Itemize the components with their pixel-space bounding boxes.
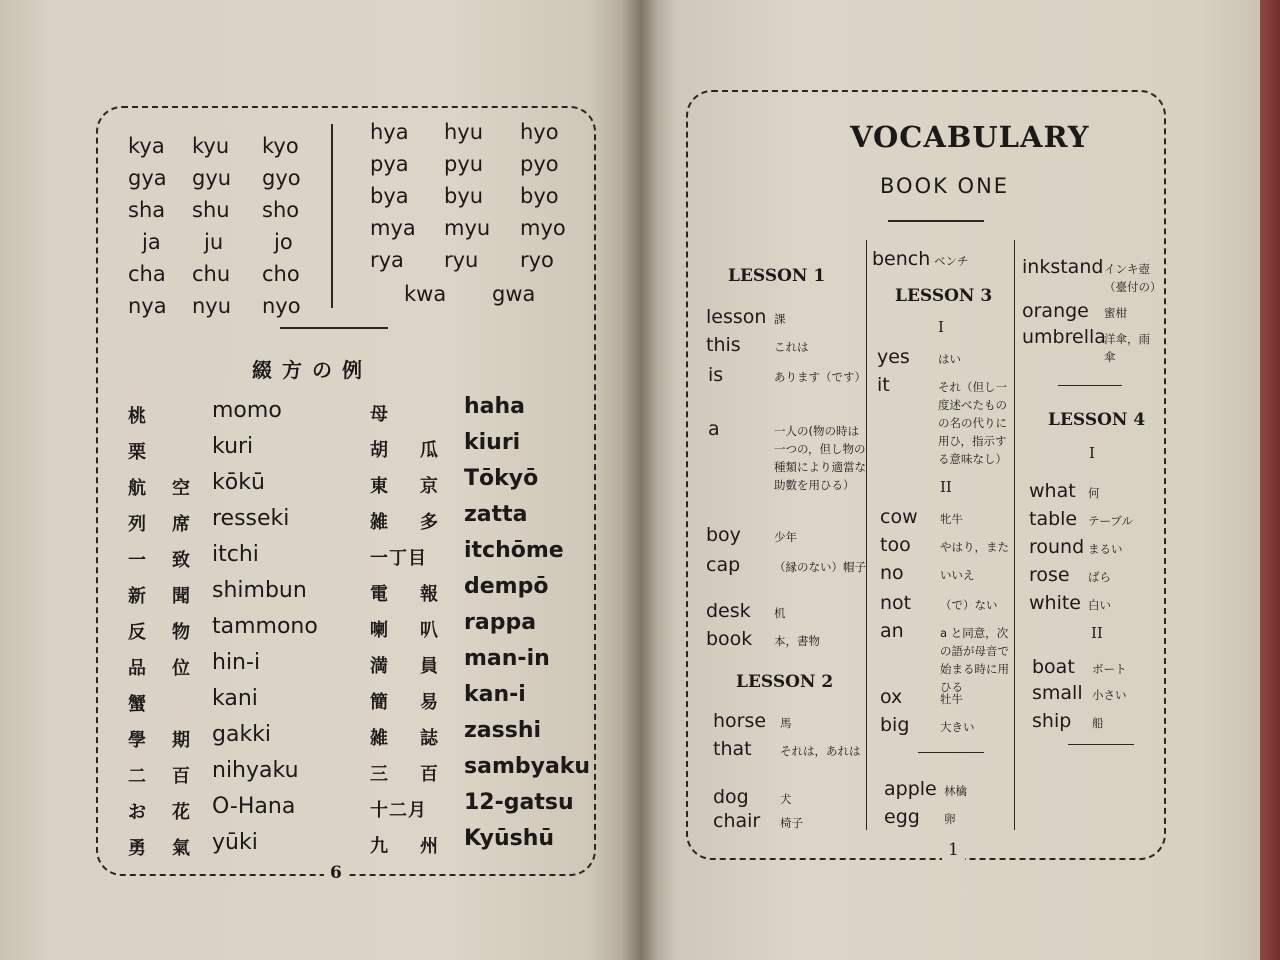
vocab-meaning: あります（です） [774,370,866,384]
example-romaji: Kyūshū [464,826,555,851]
syllable-kwa: kwa [404,282,447,306]
syllable-item: cho [262,262,300,286]
vocab-word: apple [884,778,937,800]
vocab-meaning: テーブル [1088,514,1133,528]
example-kanji: 反 [128,622,148,643]
vocab-meaning: 何 [1088,486,1100,500]
vocab-word: umbrella [1022,326,1106,348]
vocab-meaning: それ（但し一度述べたものの名の代りに用ひ，指示する意味なし） [938,380,1007,466]
vocab-word: boat [1032,656,1075,678]
roman-numeral: I [1089,444,1095,462]
roman-numeral: I [938,318,944,336]
vocab-meaning: 洋傘，雨傘 [1104,332,1150,364]
vocab-word: ox [880,686,903,708]
example-romaji: kōkū [212,470,265,495]
syllable-item: ja [142,230,161,254]
syllable-item: bya [370,184,409,208]
vocab-word: is [708,364,724,386]
example-kanji: 易 [420,692,440,713]
vocab-word: lesson [706,306,767,328]
example-kanji: 州 [420,836,440,857]
syllable-item: pyo [520,152,559,176]
example-romaji: itchi [212,542,259,567]
example-romaji: shimbun [212,578,307,603]
example-kanji: 報 [420,584,440,605]
example-kanji: 百 [420,764,440,785]
vocab-word: big [880,714,910,736]
roman-numeral: II [940,478,952,496]
example-kanji: 栗 [128,442,148,463]
example-kanji: 員 [420,656,440,677]
vocab-word: it [877,374,890,396]
vocab-word: yes [877,346,910,368]
syllable-item: myu [444,216,491,240]
syllable-item: jo [274,230,293,254]
example-kanji: 簡 [370,692,390,713]
vocab-meaning: ボート [1092,662,1127,676]
vocab-meaning: これは [774,340,809,354]
vocab-word: bench [872,248,931,270]
vocab-word: rose [1029,564,1070,586]
syllable-item: byo [520,184,559,208]
syllable-item: byu [444,184,484,208]
vocabulary-title: VOCABULARY [850,120,1090,154]
syllable-item: hyo [520,120,559,144]
example-romaji: 12-gatsu [464,790,574,815]
title-rule [888,220,984,222]
vocab-word: inkstand [1022,256,1104,278]
example-romaji: hin-i [212,650,261,675]
vocab-word: boy [706,524,741,546]
example-kanji: 十二月 [370,800,427,821]
example-kanji: 東 [370,476,390,497]
example-kanji: 位 [172,658,192,679]
vocab-word: what [1029,480,1076,502]
syllable-item: kyu [192,134,230,158]
example-romaji: Tōkyō [464,466,539,491]
vocab-meaning: 牝牛 [940,512,963,526]
example-kanji: 品 [128,658,148,679]
example-romaji: zasshi [464,718,542,743]
example-kanji: 氣 [172,838,192,859]
example-kanji: 京 [420,476,440,497]
syllable-item: ju [204,230,224,254]
syllable-item: kya [128,134,165,158]
syllable-item: gyu [192,166,232,190]
vocab-meaning: まるい [1088,542,1123,556]
example-romaji: kuri [212,434,254,459]
example-romaji: kiuri [464,430,521,455]
column-divider-1 [866,240,867,830]
example-kanji: 多 [420,512,440,533]
syllable-item: sho [262,198,300,222]
vocab-meaning: インキ壺（臺付の） [1104,262,1162,294]
example-kanji: 席 [172,514,192,535]
vocab-word: not [880,592,912,614]
example-kanji: 三 [370,764,390,785]
vocab-meaning: 牡牛 [940,692,963,706]
example-kanji: 二 [128,766,148,787]
example-kanji: 叭 [420,620,440,641]
example-kanji: 百 [172,766,192,787]
vocab-word: no [880,562,904,584]
example-kanji: 航 [128,478,148,499]
section-rule [1058,385,1122,386]
lesson-heading: LESSON 4 [1048,410,1146,430]
vocab-meaning: はい [938,352,961,366]
syllable-item: sha [128,198,166,222]
vocab-meaning: a と同意，次の語が母音で始まる時に用ひる [940,626,1009,694]
example-romaji: O-Hana [212,794,296,819]
example-kanji: 瓜 [420,440,440,461]
example-kanji: 勇 [128,838,148,859]
example-romaji: yūki [212,830,258,855]
vocab-word: small [1032,682,1083,704]
vocab-word: desk [706,600,751,622]
vocab-meaning: やはり，また [940,540,1009,554]
example-romaji: kan-i [464,682,526,707]
example-kanji: 聞 [172,586,192,607]
vocab-word: white [1029,592,1081,614]
roman-numeral: II [1091,624,1103,642]
column-divider-2 [1014,240,1015,830]
example-kanji: 胡 [370,440,390,461]
vocab-meaning: 机 [774,606,786,620]
syllable-item: myo [520,216,566,240]
syllable-item: shu [192,198,230,222]
syllable-item: kyo [262,134,299,158]
syllable-item: gya [128,166,167,190]
vocab-meaning: 椅子 [780,816,803,830]
example-romaji: nihyaku [212,758,299,783]
page-number-left: 6 [324,863,348,883]
vocab-meaning: 卵 [944,812,956,826]
lesson-heading: LESSON 1 [728,266,826,286]
syllable-item: hya [370,120,409,144]
vocab-meaning: 白い [1088,598,1111,612]
example-kanji: 桃 [128,406,148,427]
example-kanji: 喇 [370,620,390,641]
example-kanji: 満 [370,656,390,677]
syllable-item: ryo [520,248,554,272]
syllable-item: rya [370,248,404,272]
syllable-item: nyu [192,294,232,318]
vocab-meaning: 本，書物 [774,634,820,648]
vocab-meaning: （で）ない [940,598,998,612]
example-kanji: 新 [128,586,148,607]
example-kanji: 電 [370,584,390,605]
example-romaji: rappa [464,610,537,635]
section-rule [280,327,388,329]
vocab-word: table [1029,508,1078,530]
vocab-word: horse [713,710,767,732]
vocab-word: dog [713,786,749,808]
vocab-meaning: 船 [1092,716,1104,730]
example-kanji: 誌 [420,728,440,749]
section-rule [1068,744,1134,745]
syllable-item: chu [192,262,231,286]
lesson-heading: LESSON 3 [895,286,993,306]
book-one-subtitle: BOOK ONE [880,174,1010,198]
example-kanji: お [128,802,148,823]
example-kanji: 九 [370,836,390,857]
vocab-word: that [713,738,752,760]
vocab-word: cap [706,554,741,576]
vocab-word: egg [884,806,920,828]
example-kanji: 期 [172,730,192,751]
book-gutter [622,0,658,960]
example-kanji: 雑 [370,728,390,749]
vocab-meaning: 課 [774,312,786,326]
vocab-meaning: 馬 [780,716,792,730]
example-kanji: 空 [172,478,192,499]
vocab-word: too [880,534,911,556]
syllable-item: mya [370,216,416,240]
vocab-word: book [706,628,753,650]
vocab-word: chair [713,810,761,832]
example-romaji: haha [464,394,526,419]
example-kanji: 一丁目 [370,548,427,569]
example-kanji: 學 [128,730,148,751]
example-kanji: 雑 [370,512,390,533]
vocab-meaning: 小さい [1092,688,1127,702]
syllable-item: pyu [444,152,484,176]
example-romaji: itchōme [464,538,564,563]
section-title: 綴方の例 [252,358,372,382]
example-romaji: resseki [212,506,290,531]
example-romaji: man-in [464,646,550,671]
example-kanji: 蟹 [128,694,148,715]
example-kanji: 一 [128,550,148,571]
syllable-item: nya [128,294,167,318]
vocab-meaning: 大きい [940,720,975,734]
vocab-word: ship [1032,710,1072,732]
section-rule [918,752,984,753]
example-romaji: sambyaku [464,754,591,779]
vocab-meaning: いいえ [940,568,975,582]
vocab-meaning: 一人の(物の時は一つの，但し物の種類により適當な助數を用ひる） [774,424,866,492]
vocab-word: round [1029,536,1085,558]
example-kanji: 列 [128,514,148,535]
example-kanji: 花 [172,802,192,823]
vocab-word: orange [1022,300,1089,322]
example-romaji: tammono [212,614,318,639]
vocab-word: a [708,418,720,440]
example-romaji: zatta [464,502,528,527]
example-romaji: momo [212,398,282,423]
syllable-item: pya [370,152,409,176]
example-kanji: 物 [172,622,192,643]
vocab-meaning: ベンチ [934,254,969,268]
vocab-word: an [880,620,904,642]
syllable-item: gyo [262,166,301,190]
syllable-item: cha [128,262,166,286]
syllable-divider [331,124,333,308]
syllable-item: nyo [262,294,301,318]
example-romaji: gakki [212,722,272,747]
vocab-meaning: ばら [1088,570,1111,584]
example-romaji: dempō [464,574,549,599]
vocab-meaning: （縁のない）帽子 [774,560,866,574]
lesson-heading: LESSON 2 [736,672,834,692]
syllable-item: hyu [444,120,484,144]
page-number-right: 1 [942,840,965,860]
vocab-meaning: 少年 [774,530,797,544]
example-kanji: 母 [370,404,390,425]
vocab-word: this [706,334,741,356]
syllable-item: ryu [444,248,479,272]
vocab-meaning: 林檎 [944,784,967,798]
syllable-gwa: gwa [492,282,536,306]
vocab-word: cow [880,506,918,528]
example-kanji: 致 [172,550,192,571]
vocab-meaning: 犬 [780,792,792,806]
example-romaji: kani [212,686,258,711]
vocab-meaning: それは，あれは [780,744,861,758]
vocab-meaning: 蜜柑 [1104,306,1127,320]
